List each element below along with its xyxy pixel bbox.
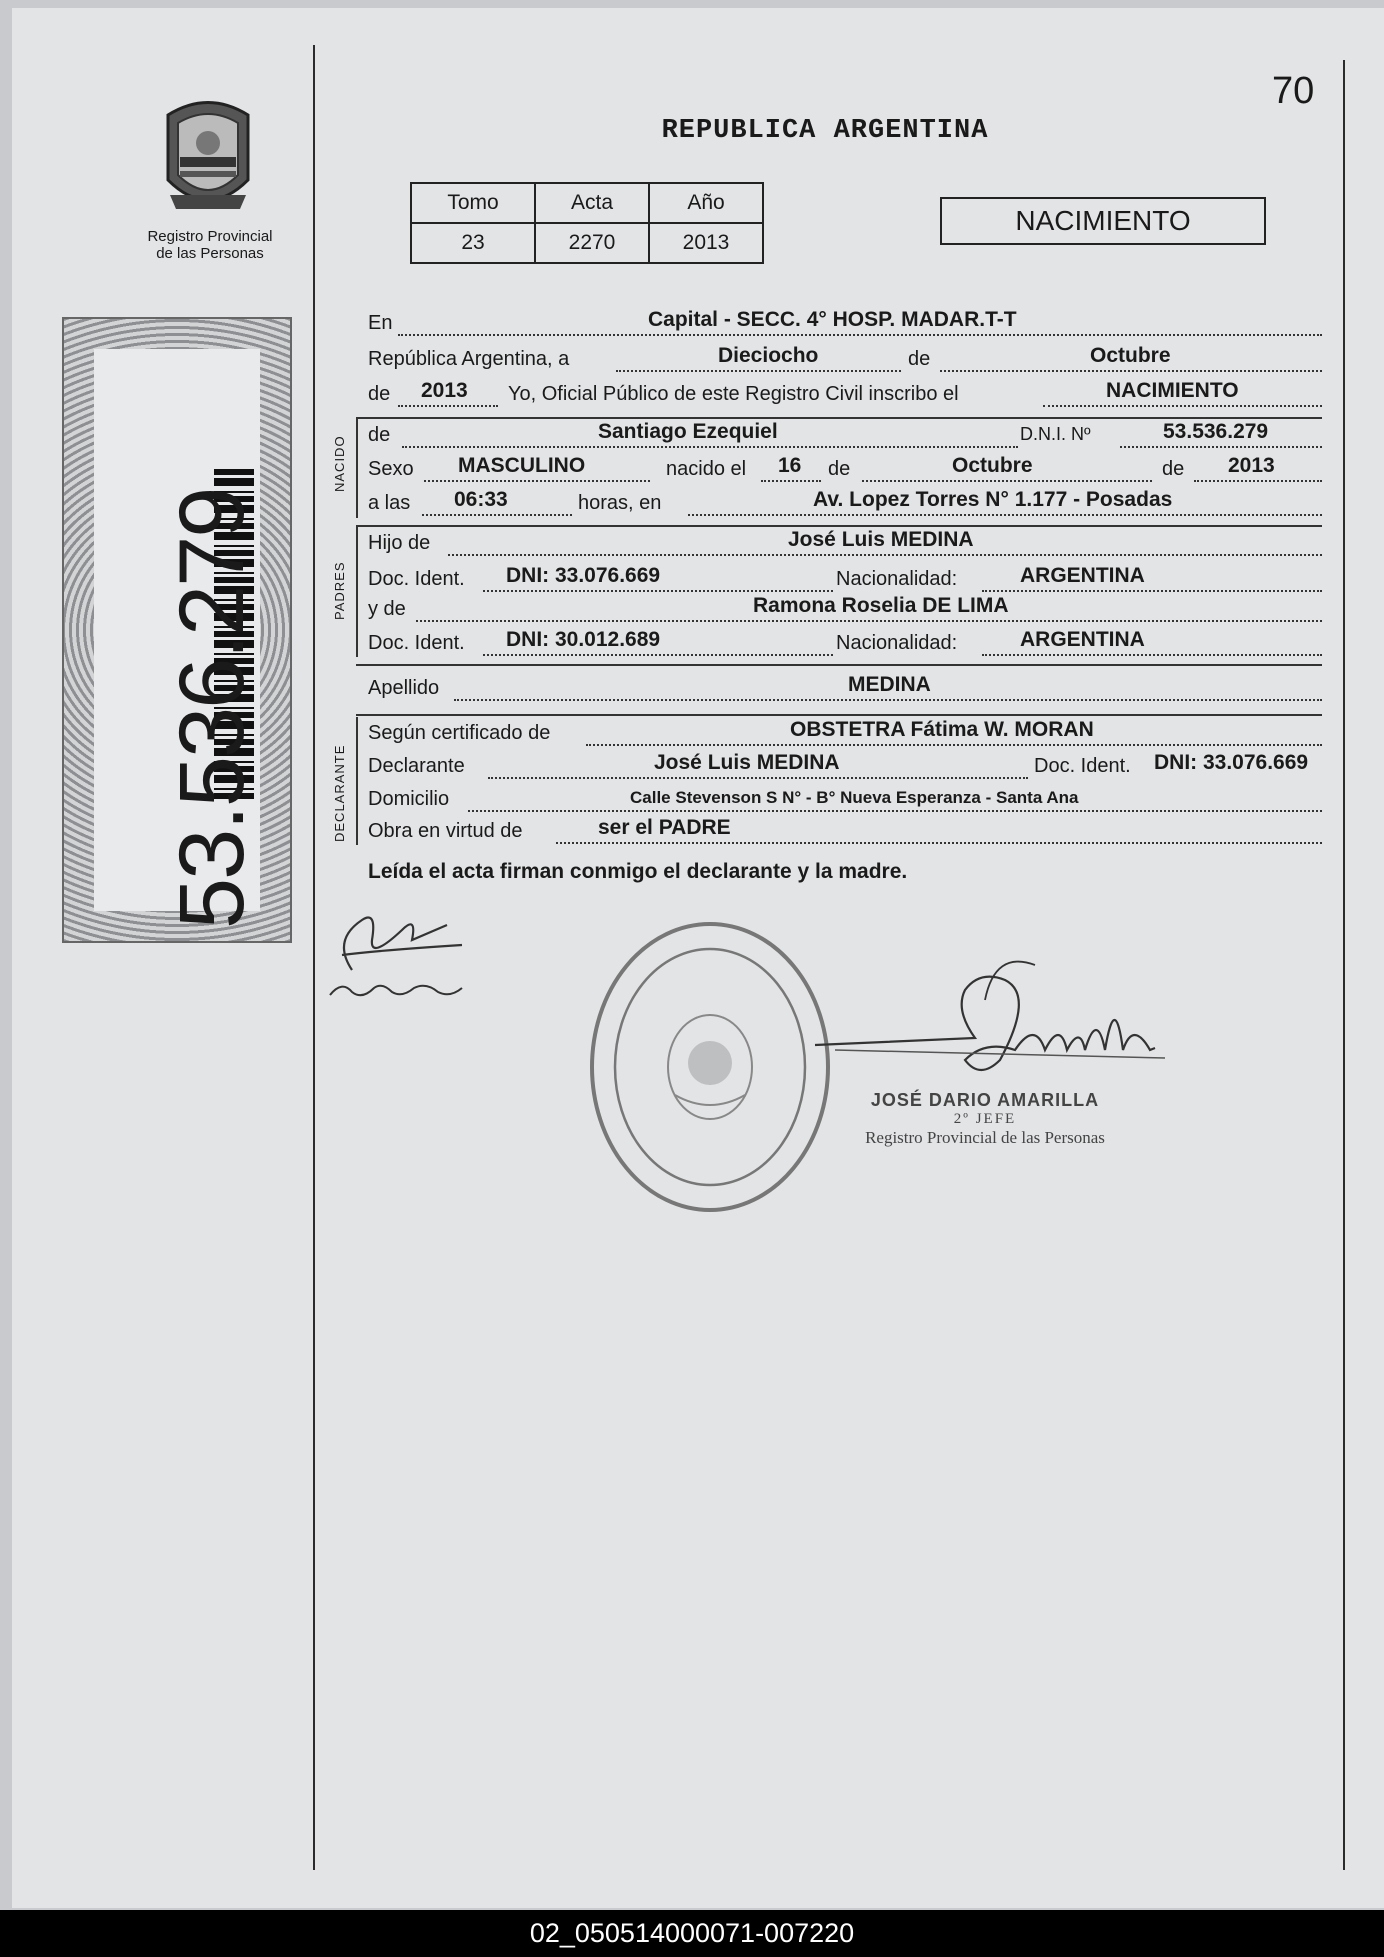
birth-month: Octubre (952, 454, 1033, 477)
birth-day: 16 (778, 454, 802, 477)
row-mother (368, 594, 1322, 628)
left-margin-line (313, 45, 315, 1870)
official-name: JOSÉ DARIO AMARILLA (870, 1090, 1100, 1110)
closing-statement: Leída el acta firman conmigo el declarante y la madre. (368, 860, 908, 883)
decl-doc-label: Doc. Ident. (1034, 755, 1131, 777)
rule-3 (356, 664, 1322, 666)
row-sexo (368, 454, 1322, 488)
barcode-panel (62, 317, 292, 943)
anio-value: 2013 (649, 223, 763, 263)
row-name (368, 420, 1322, 454)
document-title: REPUBLICA ARGENTINA (661, 116, 989, 146)
act-type-box: NACIMIENTO (940, 197, 1266, 245)
row-year-yo (368, 379, 1322, 413)
row-father (368, 528, 1322, 562)
section-label-nacido: NACIDO (332, 435, 347, 492)
mother-nat-label: Nacionalidad: (836, 632, 958, 654)
day-words: Dieciocho (718, 344, 819, 367)
mother-name: Ramona Roselia DE LIMA (753, 594, 1009, 617)
row-time-place (368, 488, 1322, 522)
birth-place: Av. Lopez Torres N° 1.177 - Posadas (813, 488, 1173, 511)
mother-signature (322, 900, 492, 1010)
mother-doc-label: Doc. Ident. (368, 632, 465, 654)
nacido-el-label: nacido el (666, 458, 747, 480)
row-obra (368, 816, 1322, 850)
declarante-value: José Luis MEDINA (654, 751, 840, 774)
sexo-value: MASCULINO (458, 454, 586, 477)
barcode-number: 53.536.279 (161, 488, 263, 929)
acta-value: 2270 (535, 223, 649, 263)
en-value: Capital - SECC. 4° HOSP. MADAR.T-T (648, 308, 1017, 331)
decl-doc-value: DNI: 33.076.669 (1154, 751, 1309, 774)
obra-value: ser el PADRE (598, 816, 731, 839)
section-bar-padres (356, 527, 358, 657)
sexo-label: Sexo (368, 458, 414, 480)
row-en (368, 308, 1322, 342)
row-declarante (368, 751, 1322, 785)
tomo-header: Tomo (411, 183, 535, 223)
tomo-acta-table (410, 182, 764, 264)
father-doc-label: Doc. Ident. (368, 568, 465, 590)
father-nationality: ARGENTINA (1020, 564, 1145, 587)
official-stamp-text (855, 1090, 1115, 1148)
row-domicilio (368, 788, 1322, 818)
mother-nationality: ARGENTINA (1020, 628, 1145, 651)
father-nat-label: Nacionalidad: (836, 568, 958, 590)
row-republica (368, 344, 1322, 378)
rule-4 (356, 714, 1322, 716)
page-number: 70 (1272, 70, 1315, 112)
yo-value: NACIMIENTO (1106, 379, 1239, 402)
obra-label: Obra en virtud de (368, 820, 523, 842)
official-office: Registro Provincial de las Personas (865, 1128, 1105, 1147)
de-label-2: de (368, 383, 391, 405)
en-label: En (368, 312, 393, 334)
child-name: Santiago Ezequiel (598, 420, 778, 443)
de-year-label: de (1162, 458, 1185, 480)
mother-doc: DNI: 30.012.689 (506, 628, 661, 651)
father-name: José Luis MEDINA (788, 528, 974, 551)
registry-label (120, 228, 300, 262)
domicilio-label: Domicilio (368, 788, 450, 810)
registry-label-line1: Registro Provincial (147, 228, 273, 245)
year-value: 2013 (421, 379, 468, 402)
horas-en-label: horas, en (578, 492, 662, 514)
misiones-coat-of-arms-icon (148, 95, 268, 220)
apellido-label: Apellido (368, 677, 440, 699)
rule-1 (356, 417, 1322, 419)
segun-value: OBSTETRA Fátima W. MORAN (790, 718, 1094, 741)
acta-header: Acta (535, 183, 649, 223)
de-label-1: de (908, 348, 931, 370)
de-name-label: de (368, 424, 391, 446)
section-bar-nacido (356, 418, 358, 518)
scan-footer-id: 02_050514000071-007220 (0, 1910, 1384, 1957)
republica-label: República Argentina, a (368, 348, 570, 370)
hijo-de-label: Hijo de (368, 532, 431, 554)
yo-label: Yo, Oficial Público de este Registro Civil inscribo el (508, 383, 959, 405)
segun-label: Según certificado de (368, 722, 551, 744)
de-month-label: de (828, 458, 851, 480)
official-seal-stamp (585, 915, 835, 1220)
father-doc: DNI: 33.076.669 (506, 564, 661, 587)
row-apellido (368, 673, 1322, 707)
section-bar-declarante (356, 717, 358, 845)
rule-2 (356, 525, 1322, 527)
row-mother-doc (368, 628, 1322, 662)
official-rank: 2º JEFE (953, 1111, 1017, 1127)
birth-time: 06:33 (454, 488, 508, 511)
section-label-padres: PADRES (332, 561, 347, 620)
right-margin-line (1343, 60, 1345, 1870)
declarante-label: Declarante (368, 755, 465, 777)
domicilio-value: Calle Stevenson S N° - B° Nueva Esperanza - Santa Ana (630, 788, 1079, 807)
row-certificado (368, 718, 1322, 752)
month-words: Octubre (1090, 344, 1171, 367)
dni-label: D.N.I. Nº (1020, 424, 1091, 444)
child-dni: 53.536.279 (1163, 420, 1269, 443)
apellido-value: MEDINA (848, 673, 931, 696)
anio-header: Año (649, 183, 763, 223)
y-de-label: y de (368, 598, 406, 620)
a-las-label: a las (368, 492, 411, 514)
section-label-declarante: DECLARANTE (332, 744, 347, 842)
registry-label-line2: de las Personas (156, 245, 264, 262)
official-signature (805, 950, 1185, 1100)
tomo-value: 23 (411, 223, 535, 263)
birth-year: 2013 (1228, 454, 1275, 477)
